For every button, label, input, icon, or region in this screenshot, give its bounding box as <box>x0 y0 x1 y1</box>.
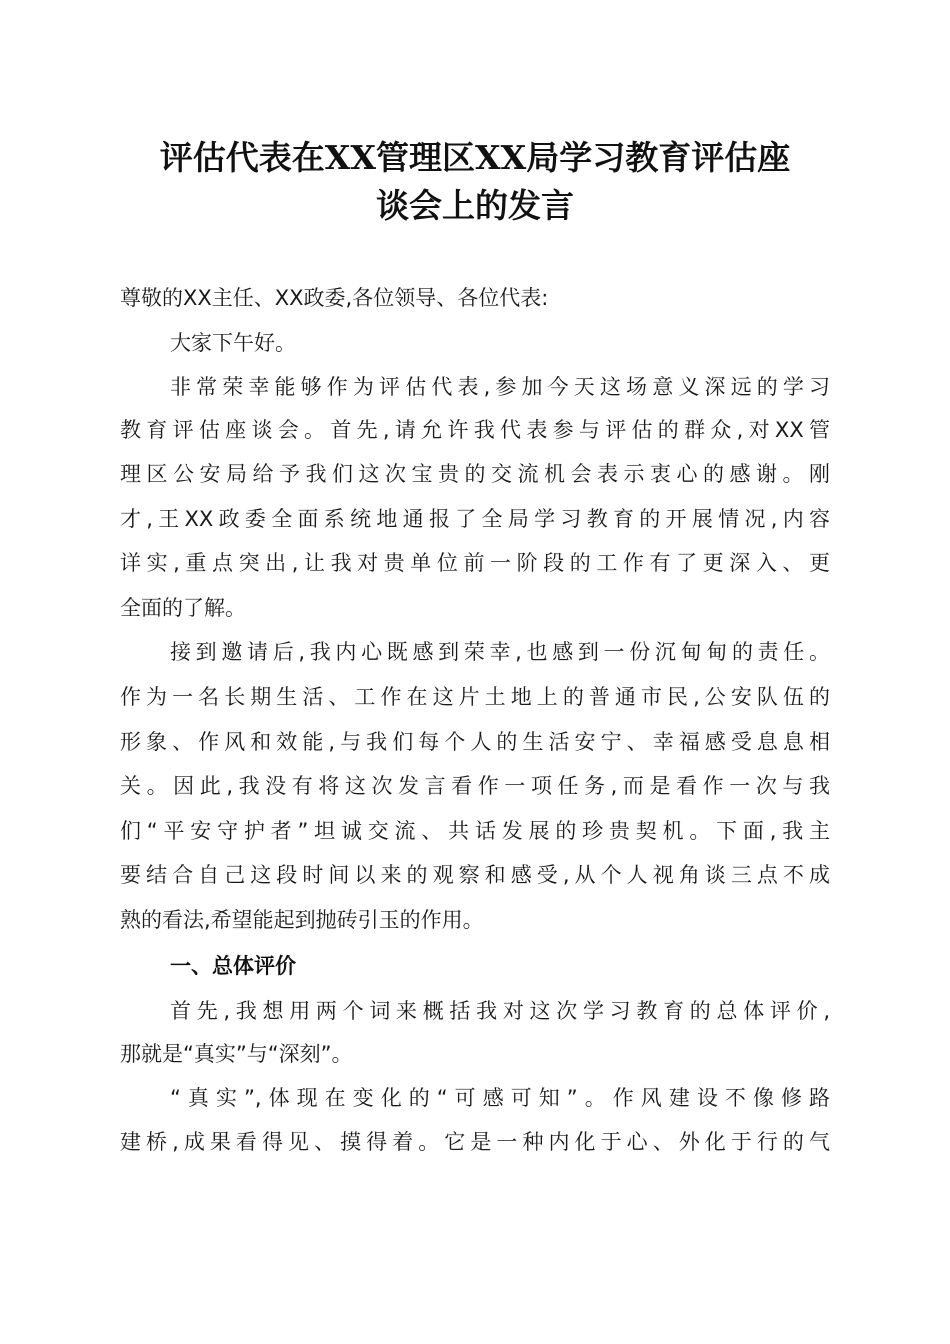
paragraph-line: 详实,重点突出,让我对贵单位前一阶段的工作有了更深入、更 <box>120 551 830 575</box>
greeting: 大家下午好。 <box>170 331 296 355</box>
paragraph-line: 非常荣幸能够作为评估代表,参加今天这场意义深远的学习 <box>170 375 830 399</box>
paragraph-line: 关。因此,我没有将这次发言看作一项任务,而是看作一次与我 <box>120 774 830 798</box>
section-heading: 一、总体评价 <box>170 954 296 978</box>
paragraph-line: 才,王XX政委全面系统地通报了全局学习教育的开展情况,内容 <box>120 507 830 531</box>
paragraph-line: 理区公安局给予我们这次宝贵的交流机会表示衷心的感谢。刚 <box>120 462 830 486</box>
paragraph-line: 首先,我想用两个词来概括我对这次学习教育的总体评价, <box>170 999 830 1023</box>
paragraph-line: 要结合自己这段时间以来的观察和感受,从个人视角谈三点不成 <box>120 863 830 887</box>
paragraph-line: 们“平安守护者”坦诚交流、共话发展的珍贵契机。下面,我主 <box>120 819 830 843</box>
paragraph-line: 接到邀请后,我内心既感到荣幸,也感到一份沉甸甸的责任。 <box>170 640 830 664</box>
paragraph-line: 那就是“真实”与“深刻”。 <box>120 1042 353 1066</box>
document-title-line2: 谈会上的发言 <box>376 186 574 225</box>
paragraph-line: “真实”,体现在变化的“可感可知”。作风建设不像修路 <box>170 1086 830 1110</box>
paragraph-line: 熟的看法,希望能起到抛砖引玉的作用。 <box>120 908 484 932</box>
salutation: 尊敬的XX主任、XX政委,各位领导、各位代表: <box>120 286 549 310</box>
paragraph-line: 建桥,成果看得见、摸得着。它是一种内化于心、外化于行的气 <box>120 1130 830 1154</box>
paragraph-line: 教育评估座谈会。首先,请允许我代表参与评估的群众,对XX管 <box>120 418 830 442</box>
document-title-line1: 评估代表在XX管理区XX局学习教育评估座 <box>159 138 791 177</box>
paragraph-line: 形象、作风和效能,与我们每个人的生活安宁、幸福感受息息相 <box>120 730 830 754</box>
paragraph-line: 全面的了解。 <box>120 596 246 620</box>
paragraph-line: 作为一名长期生活、工作在这片土地上的普通市民,公安队伍的 <box>120 685 830 709</box>
